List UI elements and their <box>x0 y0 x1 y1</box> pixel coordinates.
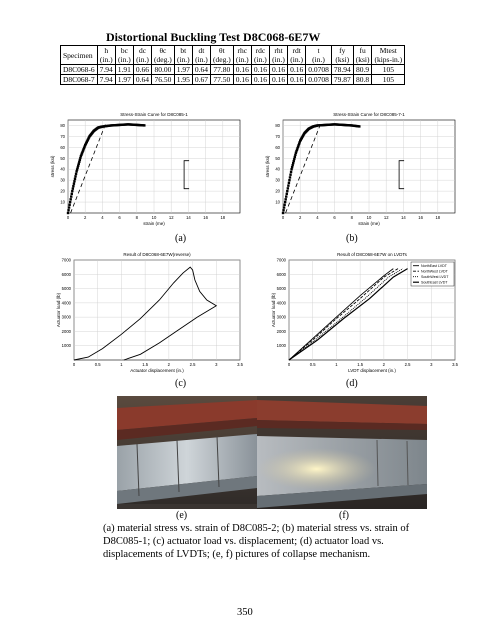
table-cell: 0.64 <box>133 75 151 85</box>
y-tick-label: 80 <box>60 122 65 128</box>
data-point <box>283 204 285 206</box>
header-symbol: rht <box>274 46 283 55</box>
y-axis-label: Actuator load (lb) <box>56 292 61 328</box>
x-tick-label: 16 <box>418 215 423 220</box>
header-symbol: rdc <box>255 46 266 55</box>
y-tick-label: 5000 <box>61 286 71 292</box>
data-point <box>287 184 289 186</box>
table-cell: 7.94 <box>97 75 115 85</box>
table-header-cell <box>353 46 372 65</box>
table-header-cell <box>269 46 287 65</box>
collapse-photo-f-image <box>257 396 427 509</box>
x-tick-label: 2 <box>382 362 386 367</box>
y-tick-label: 1000 <box>276 343 286 349</box>
data-point <box>67 209 69 211</box>
header-symbol: fu <box>359 46 366 55</box>
header-symbol: Mtest <box>379 46 397 55</box>
y-tick-label: 7000 <box>276 257 286 263</box>
x-tick-label: 3.5 <box>237 362 243 367</box>
table-cell: 77.50 <box>211 75 234 85</box>
chart-b-svg <box>265 98 465 233</box>
data-point <box>71 190 73 192</box>
table-cell: 79.87 <box>331 75 353 85</box>
data-point <box>71 193 73 195</box>
y-tick-label: 4000 <box>61 300 71 306</box>
table-header-cell <box>251 46 269 65</box>
table-header-cell <box>306 46 332 65</box>
label-a: (a) <box>175 233 187 244</box>
y-tick-label: 5000 <box>276 286 286 292</box>
table-header-cell <box>233 46 251 65</box>
table-cell: D8C068-7 <box>61 75 98 85</box>
y-axis-label: Actuator load (lb) <box>271 292 276 328</box>
data-point <box>293 160 295 162</box>
label-d: (d) <box>346 378 358 389</box>
x-tick-label: 8 <box>135 215 138 220</box>
data-point <box>290 168 292 170</box>
table-header-cell <box>61 46 98 65</box>
table-header-cell <box>133 46 151 65</box>
label-c: (c) <box>175 378 187 389</box>
data-point <box>287 187 289 189</box>
x-axis-label: strain (me) <box>143 221 165 226</box>
header-symbol: dc <box>138 46 147 55</box>
header-unit: (ksi) <box>355 55 370 64</box>
y-tick-label: 70 <box>60 133 65 139</box>
y-tick-label: 10 <box>60 199 65 205</box>
x-tick-label: 8 <box>350 215 353 220</box>
data-point <box>290 171 292 173</box>
y-tick-label: 20 <box>60 188 65 194</box>
x-tick-label: 2.5 <box>189 362 196 367</box>
data-point <box>73 180 75 182</box>
x-tick-label: 3.5 <box>452 362 458 367</box>
data-point <box>74 178 76 180</box>
y-tick-label: 70 <box>275 133 280 139</box>
header-unit: (in.) <box>118 55 131 64</box>
data-point <box>68 206 70 208</box>
table-cell: 105 <box>372 75 405 85</box>
data-point <box>293 158 295 160</box>
data-point <box>291 164 293 166</box>
x-tick-label: 0 <box>287 362 291 367</box>
table-cell: 80.9 <box>353 65 372 75</box>
specimen-table <box>60 45 405 85</box>
y-tick-label: 3000 <box>276 314 286 320</box>
x-tick-label: 14 <box>401 215 406 220</box>
header-unit: (in.) <box>312 55 325 64</box>
y-tick-label: 50 <box>275 155 280 161</box>
data-point <box>67 212 69 214</box>
data-point <box>292 162 294 164</box>
y-tick-label: 7000 <box>61 257 71 263</box>
data-point <box>68 204 70 206</box>
chart-a-svg <box>50 98 250 233</box>
table-row <box>61 65 405 75</box>
table-cell: 0.16 <box>288 75 306 85</box>
table-cell: 0.16 <box>269 65 287 75</box>
header-symbol: rhc <box>237 46 248 55</box>
x-tick-label: 0.5 <box>94 362 101 367</box>
header-symbol: θc <box>159 46 167 55</box>
x-tick-label: 6 <box>118 215 121 220</box>
header-unit: (kips-in.) <box>374 55 403 64</box>
data-point <box>284 201 286 203</box>
x-tick-label: 4 <box>101 215 104 220</box>
y-axis-label: stress (ksi) <box>265 155 270 178</box>
data-point <box>294 154 296 156</box>
table-header-cell <box>192 46 210 65</box>
x-axis-label: strain (me) <box>358 221 380 226</box>
y-tick-label: 80 <box>275 122 280 128</box>
table-cell: 0.0708 <box>306 65 332 75</box>
table-header-cell <box>174 46 192 65</box>
table-header-cell <box>331 46 353 65</box>
header-unit: (in.) <box>136 55 149 64</box>
header-symbol: bc <box>120 46 128 55</box>
x-tick-label: 2 <box>84 215 87 220</box>
photo-f <box>257 396 427 509</box>
table-cell: 1.97 <box>174 65 192 75</box>
header-symbol: bt <box>180 46 187 55</box>
x-tick-label: 1.5 <box>357 362 364 367</box>
x-tick-label: 0 <box>72 362 76 367</box>
x-tick-label: 3 <box>430 362 433 367</box>
data-point <box>69 198 71 200</box>
table-cell: 0.67 <box>192 75 210 85</box>
data-point <box>289 174 291 176</box>
table-cell: 1.91 <box>115 65 133 75</box>
data-point <box>289 176 291 178</box>
chart-d <box>265 250 465 382</box>
header-unit: (in.) <box>272 55 285 64</box>
data-point <box>75 173 77 175</box>
y-tick-label: 6000 <box>61 271 71 277</box>
table-cell: 80.8 <box>353 75 372 85</box>
data-point <box>291 166 293 168</box>
table-cell: 0.16 <box>233 75 251 85</box>
y-tick-label: 4000 <box>276 300 286 306</box>
data-point <box>284 198 286 200</box>
table-cell: 0.16 <box>251 75 269 85</box>
table-header-cell <box>97 46 115 65</box>
x-tick-label: 2.5 <box>404 362 411 367</box>
data-point <box>70 195 72 197</box>
y-tick-label: 30 <box>275 177 280 183</box>
y-axis-label: stress (ksi) <box>50 155 55 178</box>
plot-frame <box>74 260 240 360</box>
data-point <box>69 201 71 203</box>
header-symbol: fy <box>339 46 346 55</box>
figure-caption: (a) material stress vs. strain of D8C085-2; (b) material stress vs. strain of D8C085-1; (c) actuator load vs. displacement; (d) actuator load vs. displacements of LVDTs; (e, f) pictures of collapse mechanism. <box>103 523 410 560</box>
legend-label: SouthEast LVDT <box>421 280 448 285</box>
table-cell: 0.0708 <box>306 75 332 85</box>
y-tick-label: 50 <box>60 155 65 161</box>
y-tick-label: 2000 <box>276 328 286 334</box>
page-title: Distortional Buckling Test D8C068-6E7W <box>106 30 321 44</box>
table-header-row <box>61 46 405 65</box>
header-symbol: Specimen <box>63 50 93 60</box>
table-header-cell <box>372 46 405 65</box>
data-point <box>282 212 284 214</box>
y-tick-label: 40 <box>60 166 65 172</box>
x-tick-label: 0.5 <box>309 362 316 367</box>
table-cell: 1.95 <box>174 75 192 85</box>
x-tick-label: 1 <box>120 362 123 367</box>
table-cell: 105 <box>372 65 405 75</box>
table-header-cell <box>288 46 306 65</box>
photo-e <box>117 396 257 509</box>
x-tick-label: 6 <box>333 215 336 220</box>
chart-d-svg <box>265 250 465 382</box>
data-point <box>286 190 288 192</box>
data-point <box>286 193 288 195</box>
label-e: (e) <box>176 510 188 521</box>
y-tick-label: 30 <box>60 177 65 183</box>
chart-b <box>265 98 465 233</box>
y-tick-label: 60 <box>60 144 65 150</box>
legend-label: NorthWest LVDT <box>421 269 448 274</box>
data-point <box>358 125 360 127</box>
label-b: (b) <box>346 233 358 244</box>
header-unit: (deg.) <box>154 55 172 64</box>
data-point <box>285 195 287 197</box>
data-point <box>74 175 76 177</box>
table-cell: 0.64 <box>192 65 210 75</box>
x-tick-label: 10 <box>151 215 157 220</box>
table-cell: 0.16 <box>251 65 269 75</box>
data-point <box>143 124 145 126</box>
chart-title: Stress-Strain Curve for D8C085-7-1 <box>333 112 405 117</box>
page-number: 350 <box>237 607 253 618</box>
data-point <box>72 185 74 187</box>
y-tick-label: 40 <box>275 166 280 172</box>
table-row <box>61 75 405 85</box>
header-unit: (in.) <box>254 55 267 64</box>
data-point <box>288 182 290 184</box>
data-point <box>282 209 284 211</box>
legend-label: NorthEast LVDT <box>421 264 447 268</box>
x-tick-label: 0 <box>281 215 285 220</box>
table-cell: 80.00 <box>152 65 175 75</box>
header-unit: (in.) <box>290 55 303 64</box>
x-tick-label: 12 <box>383 215 389 220</box>
header-unit: (in.) <box>176 55 190 64</box>
y-tick-label: 60 <box>275 144 280 150</box>
chart-c <box>50 250 250 382</box>
legend-label: SouthWest LVDT <box>421 275 449 279</box>
chart-title: Result of D8C068-6E7W on LVDTs <box>337 252 407 257</box>
header-unit: (in.) <box>195 55 208 64</box>
header-symbol: rdt <box>292 46 301 55</box>
x-tick-label: 12 <box>168 215 174 220</box>
x-tick-label: 3 <box>215 362 218 367</box>
collapse-photo-e-image <box>117 396 257 509</box>
label-f: (f) <box>339 510 349 521</box>
y-tick-label: 1000 <box>61 343 71 349</box>
chart-c-svg <box>50 250 250 382</box>
x-tick-label: 18 <box>220 215 226 220</box>
x-tick-label: 1.5 <box>142 362 149 367</box>
x-tick-label: 1 <box>335 362 338 367</box>
header-symbol: h <box>104 46 109 55</box>
table-cell: 77.80 <box>211 65 234 75</box>
header-symbol: θt <box>219 46 225 55</box>
y-tick-label: 6000 <box>276 271 286 277</box>
chart-a <box>50 98 250 233</box>
x-axis-label: Actuator displacement (in.) <box>130 368 184 373</box>
data-point <box>283 206 285 208</box>
x-tick-label: 2 <box>167 362 171 367</box>
data-point <box>294 156 296 158</box>
data-point <box>288 179 290 181</box>
x-axis-label: LVDT displacement (in.) <box>348 368 396 373</box>
x-tick-label: 10 <box>366 215 372 220</box>
x-tick-label: 18 <box>435 215 441 220</box>
table-cell: D8C068-6 <box>61 65 98 75</box>
table-cell: 0.66 <box>133 65 151 75</box>
x-tick-label: 2 <box>299 215 302 220</box>
header-unit: (ksi) <box>335 55 350 64</box>
table-header-cell <box>211 46 234 65</box>
table-cell: 78.94 <box>331 65 353 75</box>
x-tick-label: 16 <box>203 215 208 220</box>
header-unit: (deg.) <box>213 55 231 64</box>
chart-title: Result of D8C068-6E7W(reverse) <box>123 252 191 257</box>
y-tick-label: 20 <box>275 188 280 194</box>
x-tick-label: 14 <box>186 215 191 220</box>
table-cell: 7.94 <box>97 65 115 75</box>
table-header-cell <box>152 46 175 65</box>
header-unit: (in.) <box>99 55 113 64</box>
table-body <box>61 65 405 85</box>
y-tick-label: 10 <box>275 199 280 205</box>
table-header-cell <box>115 46 133 65</box>
table-cell: 76.50 <box>152 75 175 85</box>
table-cell: 0.16 <box>269 75 287 85</box>
chart-title: Stress-Strain Curve for D8C085-1 <box>120 112 188 117</box>
x-tick-label: 4 <box>316 215 319 220</box>
header-unit: (in.) <box>235 55 249 64</box>
table-cell: 1.97 <box>115 75 133 85</box>
header-symbol: t <box>317 46 320 55</box>
data-point <box>72 187 74 189</box>
y-tick-label: 3000 <box>61 314 71 320</box>
table-cell: 0.16 <box>233 65 251 75</box>
header-symbol: dt <box>198 46 205 55</box>
data-point <box>73 183 75 185</box>
x-tick-label: 0 <box>66 215 70 220</box>
table-cell: 0.16 <box>288 65 306 75</box>
y-tick-label: 2000 <box>61 328 71 334</box>
